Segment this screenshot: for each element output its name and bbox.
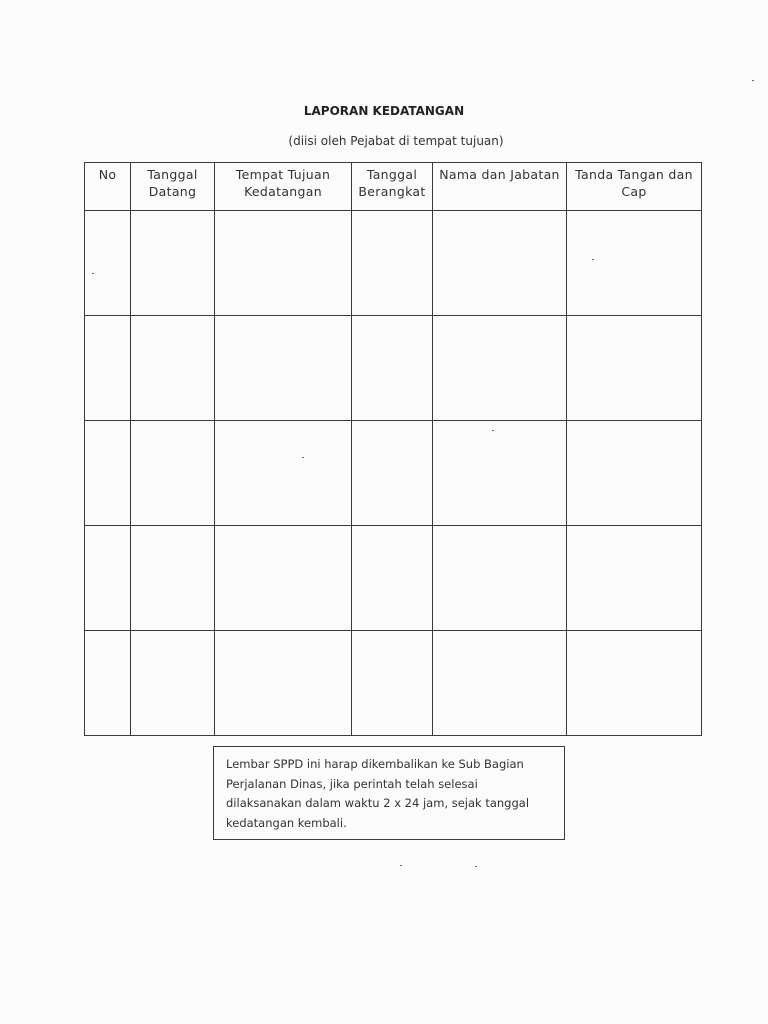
scan-speck — [92, 273, 94, 274]
table-cell — [352, 526, 433, 631]
document-title: LAPORAN KEDATANGAN — [303, 104, 465, 118]
table-cell — [131, 316, 215, 421]
table-cell — [567, 316, 702, 421]
arrival-report-table — [84, 162, 702, 736]
table-cell — [433, 526, 567, 631]
table-cell — [215, 421, 352, 526]
table-cell — [131, 526, 215, 631]
table-cell — [352, 211, 433, 316]
table-cell — [352, 631, 433, 736]
scan-speck — [475, 866, 477, 867]
table-row — [85, 631, 702, 736]
table-cell — [352, 316, 433, 421]
table-cell — [215, 526, 352, 631]
scan-speck — [592, 259, 594, 260]
table-cell — [85, 526, 131, 631]
header-tempat-tujuan: Tempat Tujuan Kedatangan — [215, 163, 352, 211]
table-cell — [215, 211, 352, 316]
table-row — [85, 316, 702, 421]
table-cell — [433, 211, 567, 316]
scan-speck — [302, 457, 304, 458]
table-row — [85, 526, 702, 631]
header-nama-jabatan: Nama dan Jabatan — [433, 163, 567, 211]
scan-speck — [492, 430, 494, 431]
header-tanggal-berangkat: Tanggal Berangkat — [352, 163, 433, 211]
table-cell — [215, 631, 352, 736]
table-cell — [352, 421, 433, 526]
table-cell — [85, 631, 131, 736]
scan-speck — [400, 865, 402, 866]
table-cell — [131, 211, 215, 316]
table-row — [85, 211, 702, 316]
table-cell — [567, 421, 702, 526]
table-cell — [85, 211, 131, 316]
table-cell — [567, 211, 702, 316]
table-cell — [215, 316, 352, 421]
table-cell — [85, 316, 131, 421]
header-tanggal-datang: Tanggal Datang — [131, 163, 215, 211]
table-cell — [131, 631, 215, 736]
table-cell — [85, 421, 131, 526]
table-cell — [567, 631, 702, 736]
table-cell — [433, 421, 567, 526]
table-cell — [131, 421, 215, 526]
scan-speck — [752, 80, 754, 81]
table-cell — [433, 631, 567, 736]
table-cell — [567, 526, 702, 631]
table-body — [85, 211, 702, 736]
table-cell — [433, 316, 567, 421]
document-subtitle: (diisi oleh Pejabat di tempat tujuan) — [288, 134, 504, 148]
header-no: No — [85, 163, 131, 211]
return-instruction-note: Lembar SPPD ini harap dikembalikan ke Sub Bagian Perjalanan Dinas, jika perintah telah selesai dilaksanakan dalam waktu 2 x 24 jam, sejak tanggal kedatangan kembali. — [213, 746, 565, 840]
header-tanda-tangan: Tanda Tangan dan Cap — [567, 163, 702, 211]
table-row — [85, 421, 702, 526]
table-header-row — [85, 163, 702, 211]
